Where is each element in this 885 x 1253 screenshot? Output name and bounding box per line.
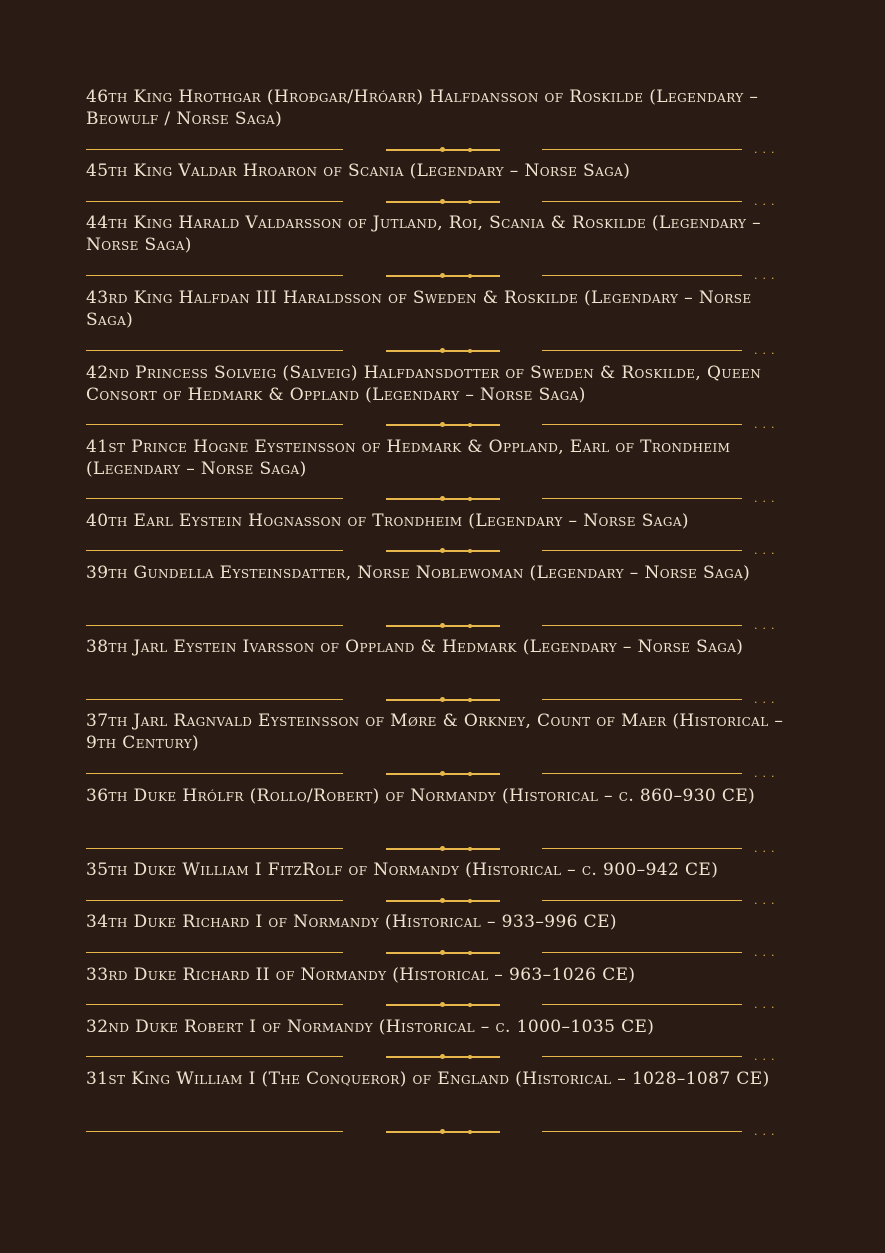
- ornamental-divider: [86, 420, 798, 430]
- divider-dot: [468, 951, 472, 955]
- divider-line: [86, 900, 343, 901]
- divider-line: [86, 848, 343, 849]
- divider-dots: ...: [754, 619, 780, 632]
- entry-text: 38th Jarl Eystein Ivarsson of Oppland & Hedmark (Legendary – Norse Saga): [86, 637, 744, 657]
- entry-text: 33rd Duke Richard II of Normandy (Historical – 963–1026 CE): [86, 965, 636, 985]
- ornamental-divider: [86, 1052, 798, 1062]
- divider-dots: ...: [754, 1050, 780, 1063]
- ornamental-divider: [86, 1000, 798, 1010]
- entry-text: 39th Gundella Eysteinsdatter, Norse Noblewoman (Legendary – Norse Saga): [86, 563, 751, 583]
- divider-dot: [440, 1054, 445, 1059]
- divider-dot: [440, 147, 445, 152]
- list-item: [86, 436, 798, 480]
- list-item: [86, 911, 798, 933]
- divider-line: [86, 149, 343, 150]
- list-item: [86, 785, 798, 807]
- entry-text: 32nd Duke Robert I of Normandy (Historical – c. 1000–1035 CE): [86, 1017, 655, 1037]
- divider-dot: [440, 950, 445, 955]
- divider-dot: [440, 422, 445, 427]
- divider-dot: [468, 1130, 472, 1134]
- list-item: [86, 212, 798, 256]
- list-item: [86, 636, 798, 658]
- divider-dot: [468, 772, 472, 776]
- list-item: [86, 510, 798, 532]
- list-item: [86, 86, 798, 130]
- divider-dot: [440, 348, 445, 353]
- divider-dot: [468, 1003, 472, 1007]
- divider-line: [542, 1056, 742, 1057]
- ornamental-divider: [86, 494, 798, 504]
- list-item: [86, 562, 798, 584]
- divider-dots: ...: [754, 344, 780, 357]
- ornamental-divider: [86, 621, 798, 631]
- divider-line: [542, 952, 742, 953]
- divider-dots: ...: [754, 195, 780, 208]
- divider-dot: [468, 423, 472, 427]
- ornamental-divider: [86, 769, 798, 779]
- divider-dot: [468, 1055, 472, 1059]
- divider-dots: ...: [754, 544, 780, 557]
- divider-line: [86, 550, 343, 551]
- divider-dot: [468, 349, 472, 353]
- list-item: [86, 362, 798, 406]
- divider-line: [542, 773, 742, 774]
- divider-line: [542, 149, 742, 150]
- ornamental-divider: [86, 844, 798, 854]
- divider-dots: ...: [754, 998, 780, 1011]
- ornamental-divider: [86, 948, 798, 958]
- divider-dot: [468, 200, 472, 204]
- divider-dot: [440, 697, 445, 702]
- divider-dot: [440, 623, 445, 628]
- divider-dot: [440, 199, 445, 204]
- divider-line: [542, 900, 742, 901]
- entry-text: 36th Duke Hrólfr (Rollo/Robert) of Normandy (Historical – c. 860–930 CE): [86, 786, 756, 806]
- entry-text: 46th King Hrothgar (Hroðgar/Hróarr) Halfdansson of Roskilde (Legendary – Beowulf / Norse Saga): [86, 87, 759, 129]
- entry-text: 35th Duke William I FitzRolf of Normandy (Historical – c. 900–942 CE): [86, 860, 719, 880]
- ornamental-divider: [86, 346, 798, 356]
- divider-line: [86, 201, 343, 202]
- divider-dots: ...: [754, 894, 780, 907]
- divider-line: [86, 498, 343, 499]
- divider-line: [542, 625, 742, 626]
- list-item: [86, 859, 798, 881]
- ornamental-divider: [86, 695, 798, 705]
- ornamental-divider: [86, 271, 798, 281]
- divider-line: [86, 350, 343, 351]
- divider-line: [542, 498, 742, 499]
- divider-dots: ...: [754, 143, 780, 156]
- divider-dot: [468, 497, 472, 501]
- divider-dot: [468, 274, 472, 278]
- ornamental-divider: [86, 546, 798, 556]
- divider-line: [86, 1004, 343, 1005]
- entry-text: 43rd King Halfdan III Haraldsson of Sweden & Roskilde (Legendary – Norse Saga): [86, 288, 752, 330]
- divider-dots: ...: [754, 492, 780, 505]
- entry-text: 37th Jarl Ragnvald Eysteinsson of Møre & Orkney, Count of Maer (Historical – 9th Century): [86, 711, 784, 753]
- list-item: [86, 160, 798, 182]
- entry-text: 41st Prince Hogne Eysteinsson of Hedmark & Oppland, Earl of Trondheim (Legendary – Norse Saga): [86, 437, 731, 479]
- divider-line: [86, 952, 343, 953]
- divider-dot: [468, 148, 472, 152]
- divider-dots: ...: [754, 1125, 780, 1138]
- ornamental-divider: [86, 145, 798, 155]
- divider-line: [86, 275, 343, 276]
- list-item: [86, 710, 798, 754]
- divider-line: [542, 350, 742, 351]
- divider-dot: [468, 698, 472, 702]
- entry-text: 45th King Valdar Hroaron of Scania (Legendary – Norse Saga): [86, 161, 631, 181]
- list-item: [86, 287, 798, 331]
- divider-dots: ...: [754, 693, 780, 706]
- divider-dot: [440, 1002, 445, 1007]
- divider-line: [86, 773, 343, 774]
- divider-line: [86, 625, 343, 626]
- divider-line: [542, 424, 742, 425]
- entry-text: 44th King Harald Valdarsson of Jutland, Roi, Scania & Roskilde (Legendary – Norse Saga): [86, 213, 762, 255]
- divider-dot: [440, 496, 445, 501]
- divider-line: [542, 848, 742, 849]
- divider-dot: [440, 548, 445, 553]
- divider-dots: ...: [754, 269, 780, 282]
- divider-dot: [440, 846, 445, 851]
- divider-line: [86, 1131, 343, 1132]
- entry-text: 34th Duke Richard I of Normandy (Historical – 933–996 CE): [86, 912, 617, 932]
- divider-dots: ...: [754, 767, 780, 780]
- divider-line: [542, 201, 742, 202]
- divider-line: [86, 699, 343, 700]
- divider-dot: [440, 273, 445, 278]
- divider-dot: [468, 899, 472, 903]
- divider-dot: [468, 847, 472, 851]
- divider-line: [86, 424, 343, 425]
- entry-text: 40th Earl Eystein Hognasson of Trondheim (Legendary – Norse Saga): [86, 511, 689, 531]
- ornamental-divider: [86, 896, 798, 906]
- divider-dots: ...: [754, 418, 780, 431]
- list-item: [86, 1016, 798, 1038]
- divider-dot: [440, 771, 445, 776]
- entry-text: 42nd Princess Solveig (Salveig) Halfdansdotter of Sweden & Roskilde, Queen Consort of Hedmark & Oppland (Legendary – Norse Saga): [86, 363, 762, 405]
- divider-dots: ...: [754, 842, 780, 855]
- divider-dot: [440, 898, 445, 903]
- ornamental-divider: [86, 1127, 798, 1137]
- ornamental-divider: [86, 197, 798, 207]
- list-item: [86, 1068, 798, 1090]
- divider-dots: ...: [754, 946, 780, 959]
- divider-dot: [468, 624, 472, 628]
- divider-line: [542, 1004, 742, 1005]
- divider-line: [542, 1131, 742, 1132]
- divider-line: [542, 275, 742, 276]
- divider-dot: [440, 1129, 445, 1134]
- divider-line: [542, 550, 742, 551]
- divider-dot: [468, 549, 472, 553]
- divider-line: [86, 1056, 343, 1057]
- divider-line: [542, 699, 742, 700]
- list-item: [86, 964, 798, 986]
- entry-text: 31st King William I (The Conqueror) of England (Historical – 1028–1087 CE): [86, 1069, 770, 1089]
